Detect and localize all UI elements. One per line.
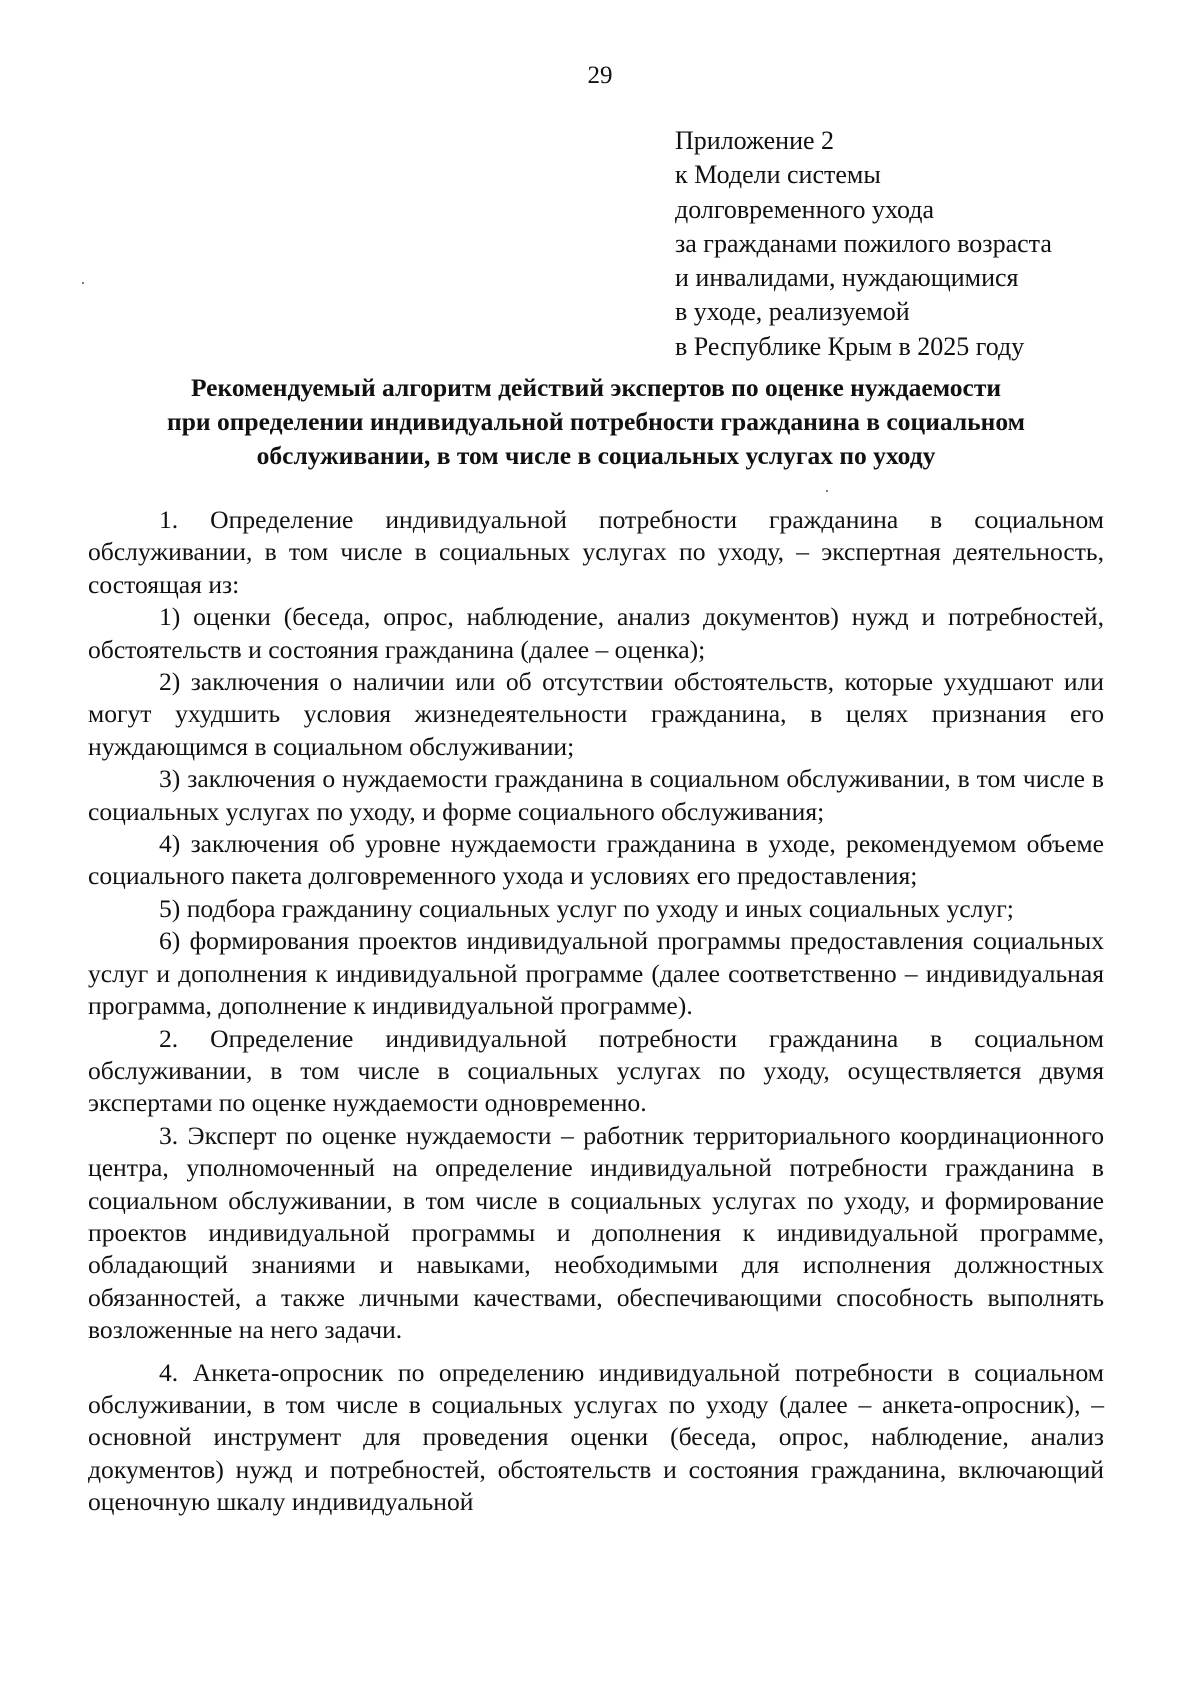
appendix-line: в Республике Крым в 2025 году bbox=[675, 331, 1025, 361]
appendix-line: долговременного ухода bbox=[675, 194, 935, 224]
appendix-line: в уходе, реализуемой bbox=[675, 297, 910, 327]
appendix-line: и инвалидами, нуждающимися bbox=[675, 263, 1019, 293]
title-line: обслуживании, в том числе в социальных услугах по уходу bbox=[256, 441, 936, 470]
document-title bbox=[88, 371, 1104, 473]
document-body bbox=[88, 504, 1104, 1519]
appendix-block bbox=[675, 124, 1155, 364]
list-item-1: 1) оценки (беседа, опрос, наблюдение, анализ документов) нужд и потребностей, обстоятельств и состояния гражданина (далее – оценка); bbox=[88, 602, 1104, 664]
appendix-line: к Модели системы bbox=[675, 160, 881, 190]
scan-speck bbox=[82, 282, 84, 284]
list-item-2: 2) заключения о наличии или об отсутствии обстоятельств, которые ухудшают или могут ухудшить условия жизнедеятельности гражданина, в целях признания его нуждающимся в социальном обслуживании; bbox=[88, 667, 1104, 761]
paragraph-3: 3. Эксперт по оценке нуждаемости – работник территориального координационного центра, уполномоченный на определение индивидуальной потребности гражданина в социальном обслуживании, в том числе в социальных услугах по уходу, и формирование проектов индивидуальной программы и дополнения к индивидуальной программе, обладающий знаниями и навыками, необходимыми для исполнения должностных обязанностей, а также личными качествами, обеспечивающими способность выполнять возложенные на него задачи. bbox=[88, 1120, 1104, 1345]
paragraph-1: 1. Определение индивидуальной потребности гражданина в социальном обслуживании, в том числе в социальных услугах по уходу, – экспертная деятельность, состоящая из: bbox=[88, 505, 1104, 599]
list-item-5: 5) подбора гражданину социальных услуг по уходу и иных социальных услуг; bbox=[159, 893, 1014, 923]
page-number: 29 bbox=[587, 62, 613, 89]
appendix-line: Приложение 2 bbox=[675, 126, 835, 155]
list-item-4: 4) заключения об уровне нуждаемости гражданина в уходе, рекомендуемом объеме социального пакета долговременного ухода и условиях его предоставления; bbox=[88, 829, 1104, 891]
paragraph-2: 2. Определение индивидуальной потребности гражданина в социальном обслуживании, в том числе в социальных услугах по уходу, осуществляется двумя экспертами по оценке нуждаемости одновременно. bbox=[88, 1023, 1104, 1118]
scan-speck bbox=[826, 490, 828, 492]
paragraph-4: 4. Анкета-опросник по определению индивидуальной потребности в социальном обслуживании, в том числе в социальных услугах по уходу (далее – анкета-опросник), – основной инструмент для проведения оценки (беседа, опрос, наблюдение, анализ документов) нужд и потребностей, обстоятельств и состояния гражданина, включающий оценочную шкалу индивидуальной bbox=[88, 1357, 1104, 1517]
title-line: Рекомендуемый алгоритм действий экспертов по оценке нуждаемости bbox=[190, 373, 1002, 402]
list-item-6: 6) формирования проектов индивидуальной программы предоставления социальных услуг и дополнения к индивидуальной программе (далее соответственно – индивидуальная программа, дополнение к индивидуальной программе). bbox=[88, 926, 1104, 1021]
list-item-3: 3) заключения о нуждаемости гражданина в социальном обслуживании, в том числе в социальных услугах по уходу, и форме социального обслуживания; bbox=[88, 764, 1104, 826]
appendix-line: за гражданами пожилого возраста bbox=[675, 228, 1052, 258]
title-line: при определении индивидуальной потребности гражданина в социальном bbox=[167, 407, 1025, 436]
